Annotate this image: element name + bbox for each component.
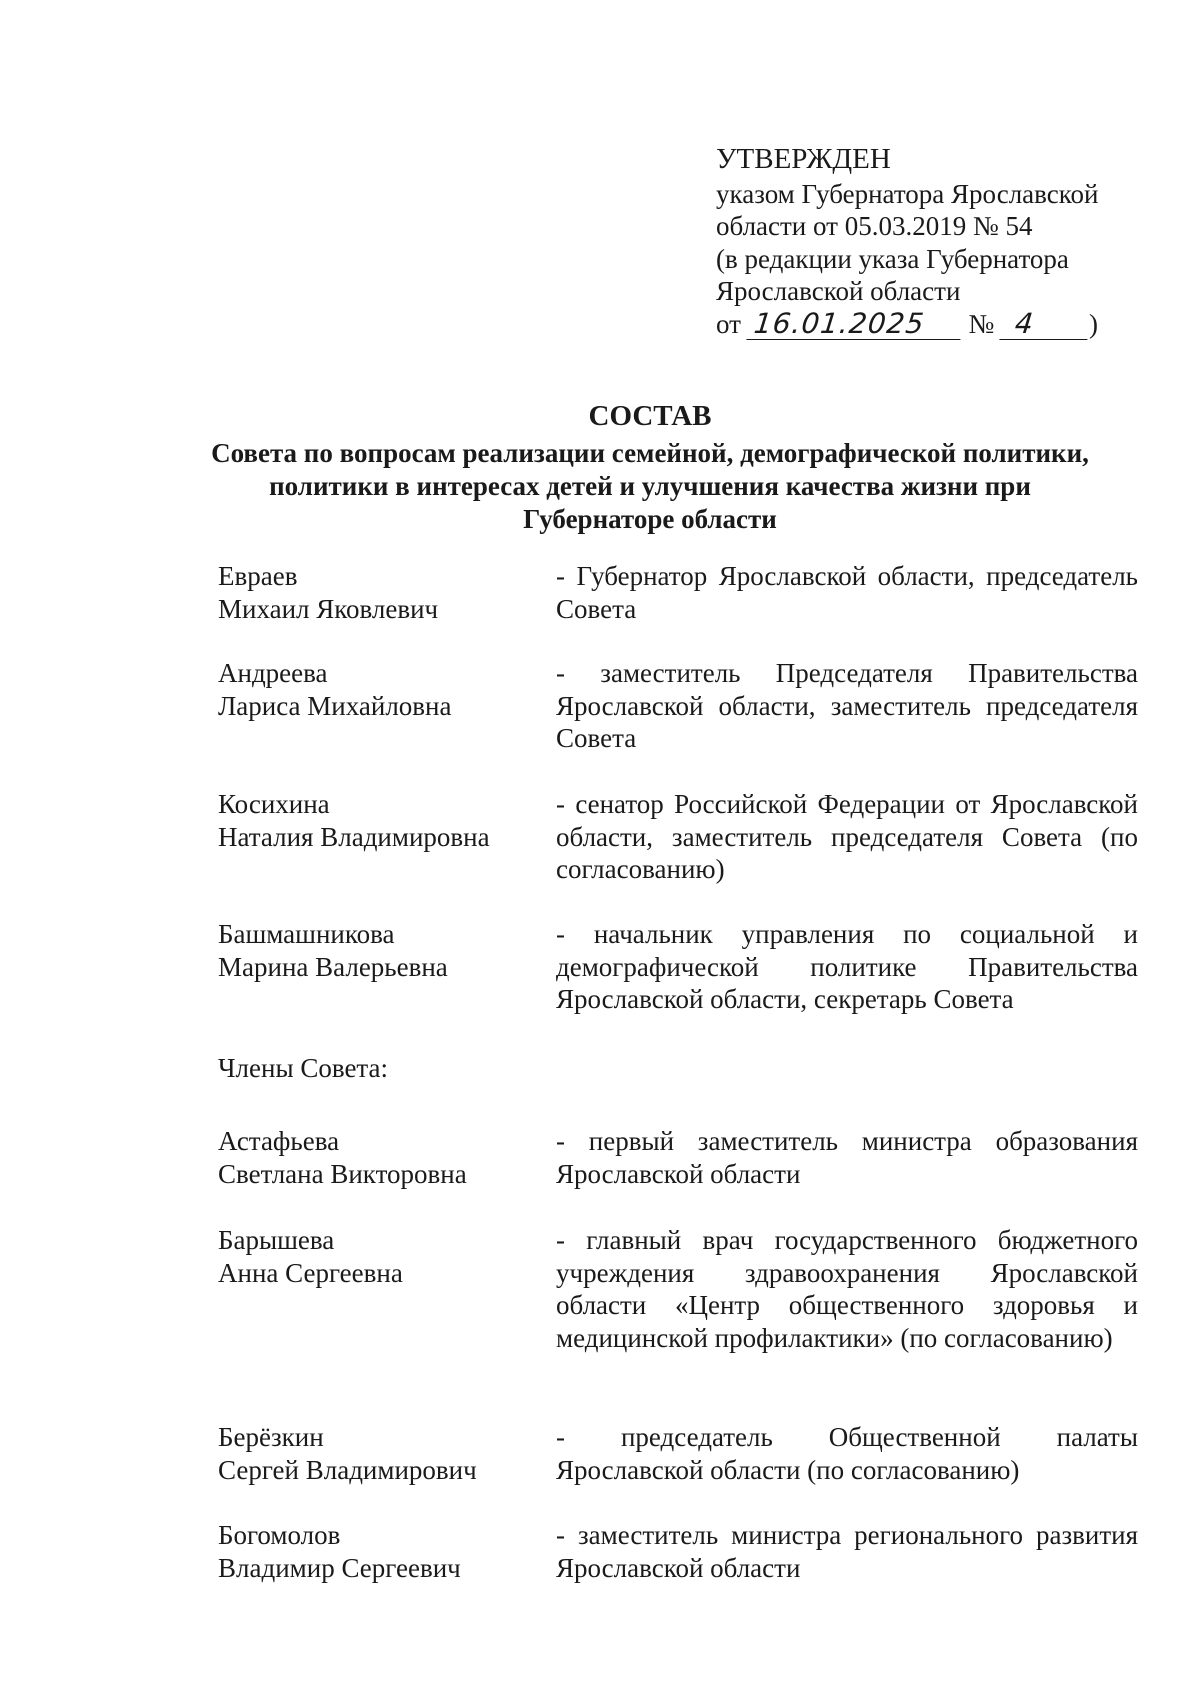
heading-subtitle-line: Губернаторе области <box>523 504 777 534</box>
member-name <box>218 788 538 853</box>
member-name <box>218 918 538 983</box>
members-section-label: Члены Совета: <box>218 1053 389 1083</box>
member-given-name: Наталия Владимировна <box>218 821 490 852</box>
member-given-name: Сергей Владимирович <box>218 1454 477 1485</box>
member-role: - председатель Общественной палаты Ярославской области (по согласованию) <box>556 1422 1138 1485</box>
heading-subtitle-line: Совета по вопросам реализации семейной, демографической политики, <box>211 438 1089 468</box>
member-given-name: Лариса Михайловна <box>218 690 452 721</box>
member-given-name: Светлана Викторовна <box>218 1158 467 1189</box>
member-given-name: Анна Сергеевна <box>218 1257 403 1288</box>
member-name <box>218 1125 538 1190</box>
member-name <box>218 657 538 722</box>
member-surname: Берёзкин <box>218 1422 324 1452</box>
handwritten-date: 16.01.2025 <box>746 309 963 340</box>
heading-title: СОСТАВ <box>588 400 712 432</box>
from-label: от <box>716 308 741 339</box>
member-surname: Богомолов <box>218 1520 341 1550</box>
heading-subtitle-line: политики в интересах детей и улучшения качества жизни при <box>269 471 1031 501</box>
member-given-name: Марина Валерьевна <box>218 951 448 982</box>
member-role: - заместитель Председателя Правительства Ярославской области, заместитель председателя Совета <box>556 658 1138 753</box>
member-surname: Барышева <box>218 1225 335 1255</box>
member-surname: Андреева <box>218 658 328 688</box>
member-role: - главный врач государственного бюджетного учреждения здравоохранения Ярославской области «Центр общественного здоровья и медицинской профилактики» (по согласованию) <box>556 1225 1138 1353</box>
member-surname: Астафьева <box>218 1126 340 1156</box>
closing-paren: ) <box>1088 308 1098 339</box>
member-role: - заместитель министра регионального развития Ярославской области <box>556 1520 1138 1583</box>
approval-line: (в редакции указа Губернатора <box>716 243 1069 274</box>
member-role: - сенатор Российской Федерации от Ярославской области, заместитель председателя Совета (по согласованию) <box>556 789 1138 884</box>
approval-date-line <box>716 308 1136 341</box>
number-label: № <box>968 308 995 339</box>
approval-line: указом Губернатора Ярославской <box>716 178 1099 209</box>
handwritten-number: 4 <box>999 309 1090 340</box>
document-heading <box>150 400 1150 536</box>
member-name <box>218 1224 538 1289</box>
approval-line: Ярославской области <box>716 276 961 306</box>
member-name <box>218 1519 538 1584</box>
member-role: - начальник управления по социальной и демографической политике Правительства Ярославской области, секретарь Совета <box>556 919 1138 1014</box>
member-surname: Башмашникова <box>218 919 395 949</box>
member-role: - Губернатор Ярославской области, председатель Совета <box>556 561 1138 624</box>
member-given-name: Михаил Яковлевич <box>218 593 439 624</box>
member-given-name: Владимир Сергеевич <box>218 1552 461 1583</box>
member-name <box>218 1421 538 1486</box>
member-surname: Косихина <box>218 789 330 819</box>
member-name <box>218 560 538 625</box>
member-role: - первый заместитель министра образования Ярославской области <box>556 1126 1138 1189</box>
approval-stamp-block <box>716 143 1136 340</box>
approval-line: области от 05.03.2019 № 54 <box>716 211 1033 241</box>
approval-title: УТВЕРЖДЕН <box>716 143 891 175</box>
member-surname: Евраев <box>218 561 298 591</box>
